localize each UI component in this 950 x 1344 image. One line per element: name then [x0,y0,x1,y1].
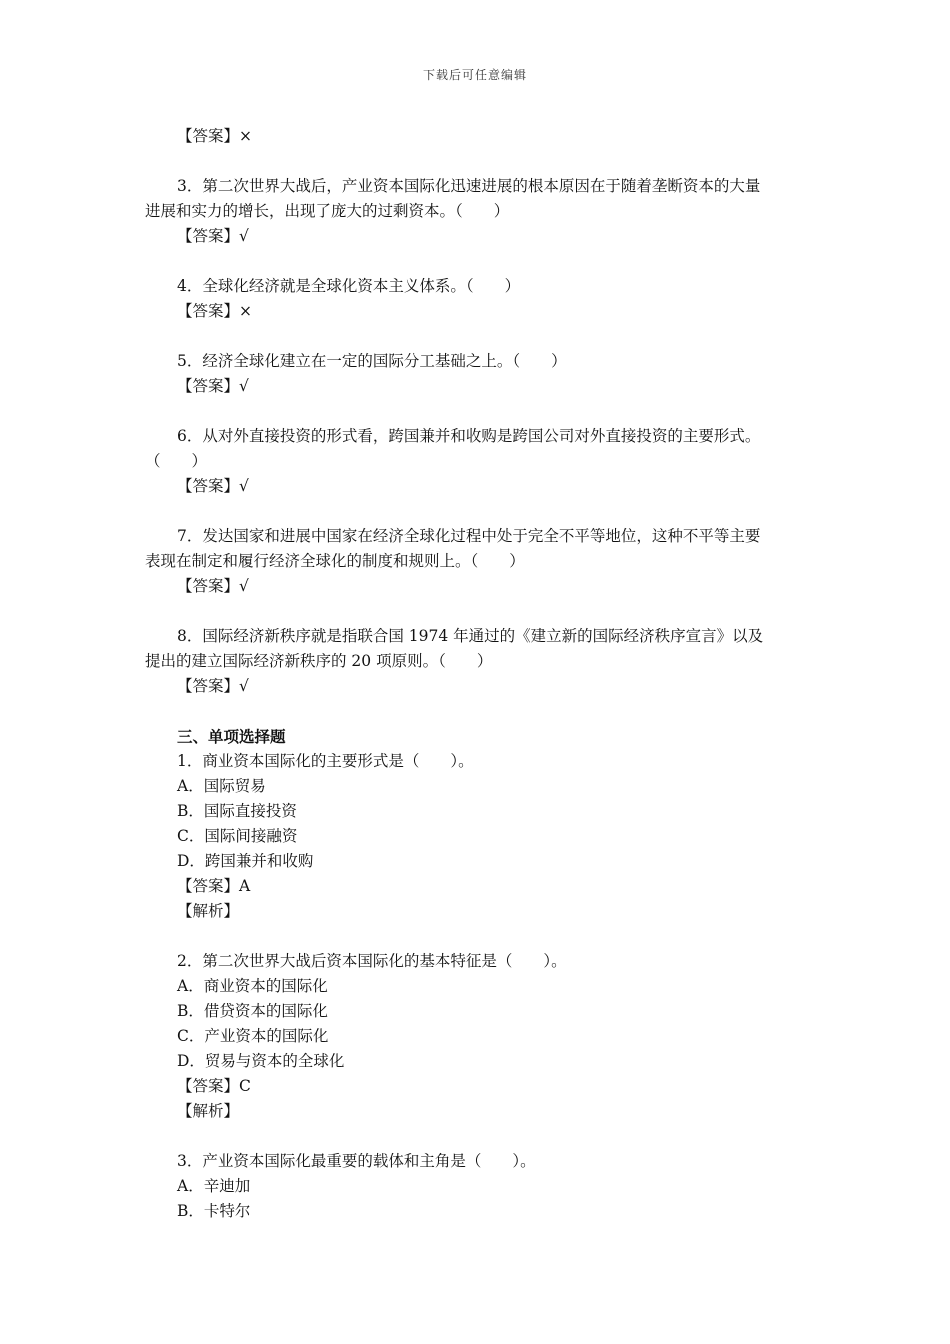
option-d: D．跨国兼并和收购 [177,852,314,870]
answer-label: 【答案】 [177,127,240,145]
answer-value: √ [239,227,249,245]
answer-line [145,674,810,699]
question-line: 提出的建立国际经济新秩序的 20 项原则。（ ） [145,652,493,670]
answer-value: √ [239,477,249,495]
question-line: 8．国际经济新秩序就是指联合国 1974 年通过的《建立新的国际经济秩序宣言》以及 [177,627,764,645]
answer-label: 【答案】 [177,227,240,245]
option-b: B．卡特尔 [177,1202,251,1220]
answer-label: 【答案】 [177,377,240,395]
question-line: 表现在制定和履行经济全球化的制度和规则上。（ ） [145,552,525,570]
question-line: 3．第二次世界大战后，产业资本国际化迅速进展的根本原因在于随着垄断资本的大量 [177,177,761,195]
option-b: B．国际直接投资 [177,802,297,820]
document-body [145,124,810,1224]
answer-value: A [239,877,251,895]
question-stem: 1．商业资本国际化的主要形式是（ ）。 [177,752,474,770]
answer-label: 【答案】 [177,877,240,895]
option-b: B．借贷资本的国际化 [177,1002,328,1020]
answer-label: 【答案】 [177,577,240,595]
answer-line [145,124,810,149]
question-line: 5．经济全球化建立在一定的国际分工基础之上。（ ） [177,352,567,370]
option-a: A．国际贸易 [177,777,266,795]
answer-line [145,1074,810,1099]
answer-label: 【答案】 [177,477,240,495]
answer-line [145,299,810,324]
answer-value: × [239,302,253,320]
question-line: 4．全球化经济就是全球化资本主义体系。（ ） [177,277,521,295]
option-c: C．产业资本的国际化 [177,1027,329,1045]
answer-label: 【答案】 [177,677,240,695]
answer-line [145,874,810,899]
section-title: 三、单项选择题 [177,727,286,746]
answer-value: √ [239,577,249,595]
answer-value: C [239,1077,251,1095]
answer-line [145,474,810,499]
answer-line [145,374,810,399]
option-d: D．贸易与资本的全球化 [177,1052,345,1070]
option-a: A．商业资本的国际化 [177,977,328,995]
question-line: 进展和实力的增长，出现了庞大的过剩资本。（ ） [145,202,510,220]
question-line: （ ） [145,452,208,470]
answer-value: √ [239,677,249,695]
answer-label: 【答案】 [177,302,240,320]
answer-line [145,574,810,599]
question-stem: 3．产业资本国际化最重要的载体和主角是（ ）。 [177,1152,536,1170]
answer-value: × [239,127,253,145]
page-header: 下载后可任意编辑 [422,68,527,82]
answer-label: 【答案】 [177,1077,240,1095]
question-line: 7．发达国家和进展中国家在经济全球化过程中处于完全不平等地位，这种不平等主要 [177,527,761,545]
option-a: A．辛迪加 [177,1177,251,1195]
analysis-label: 【解析】 [177,1102,240,1120]
question-stem: 2．第二次世界大战后资本国际化的基本特征是（ ）。 [177,952,567,970]
answer-value: √ [239,377,249,395]
question-line: 6．从对外直接投资的形式看，跨国兼并和收购是跨国公司对外直接投资的主要形式。 [177,427,761,445]
option-c: C．国际间接融资 [177,827,298,845]
answer-line [145,224,810,249]
analysis-label: 【解析】 [177,902,240,920]
